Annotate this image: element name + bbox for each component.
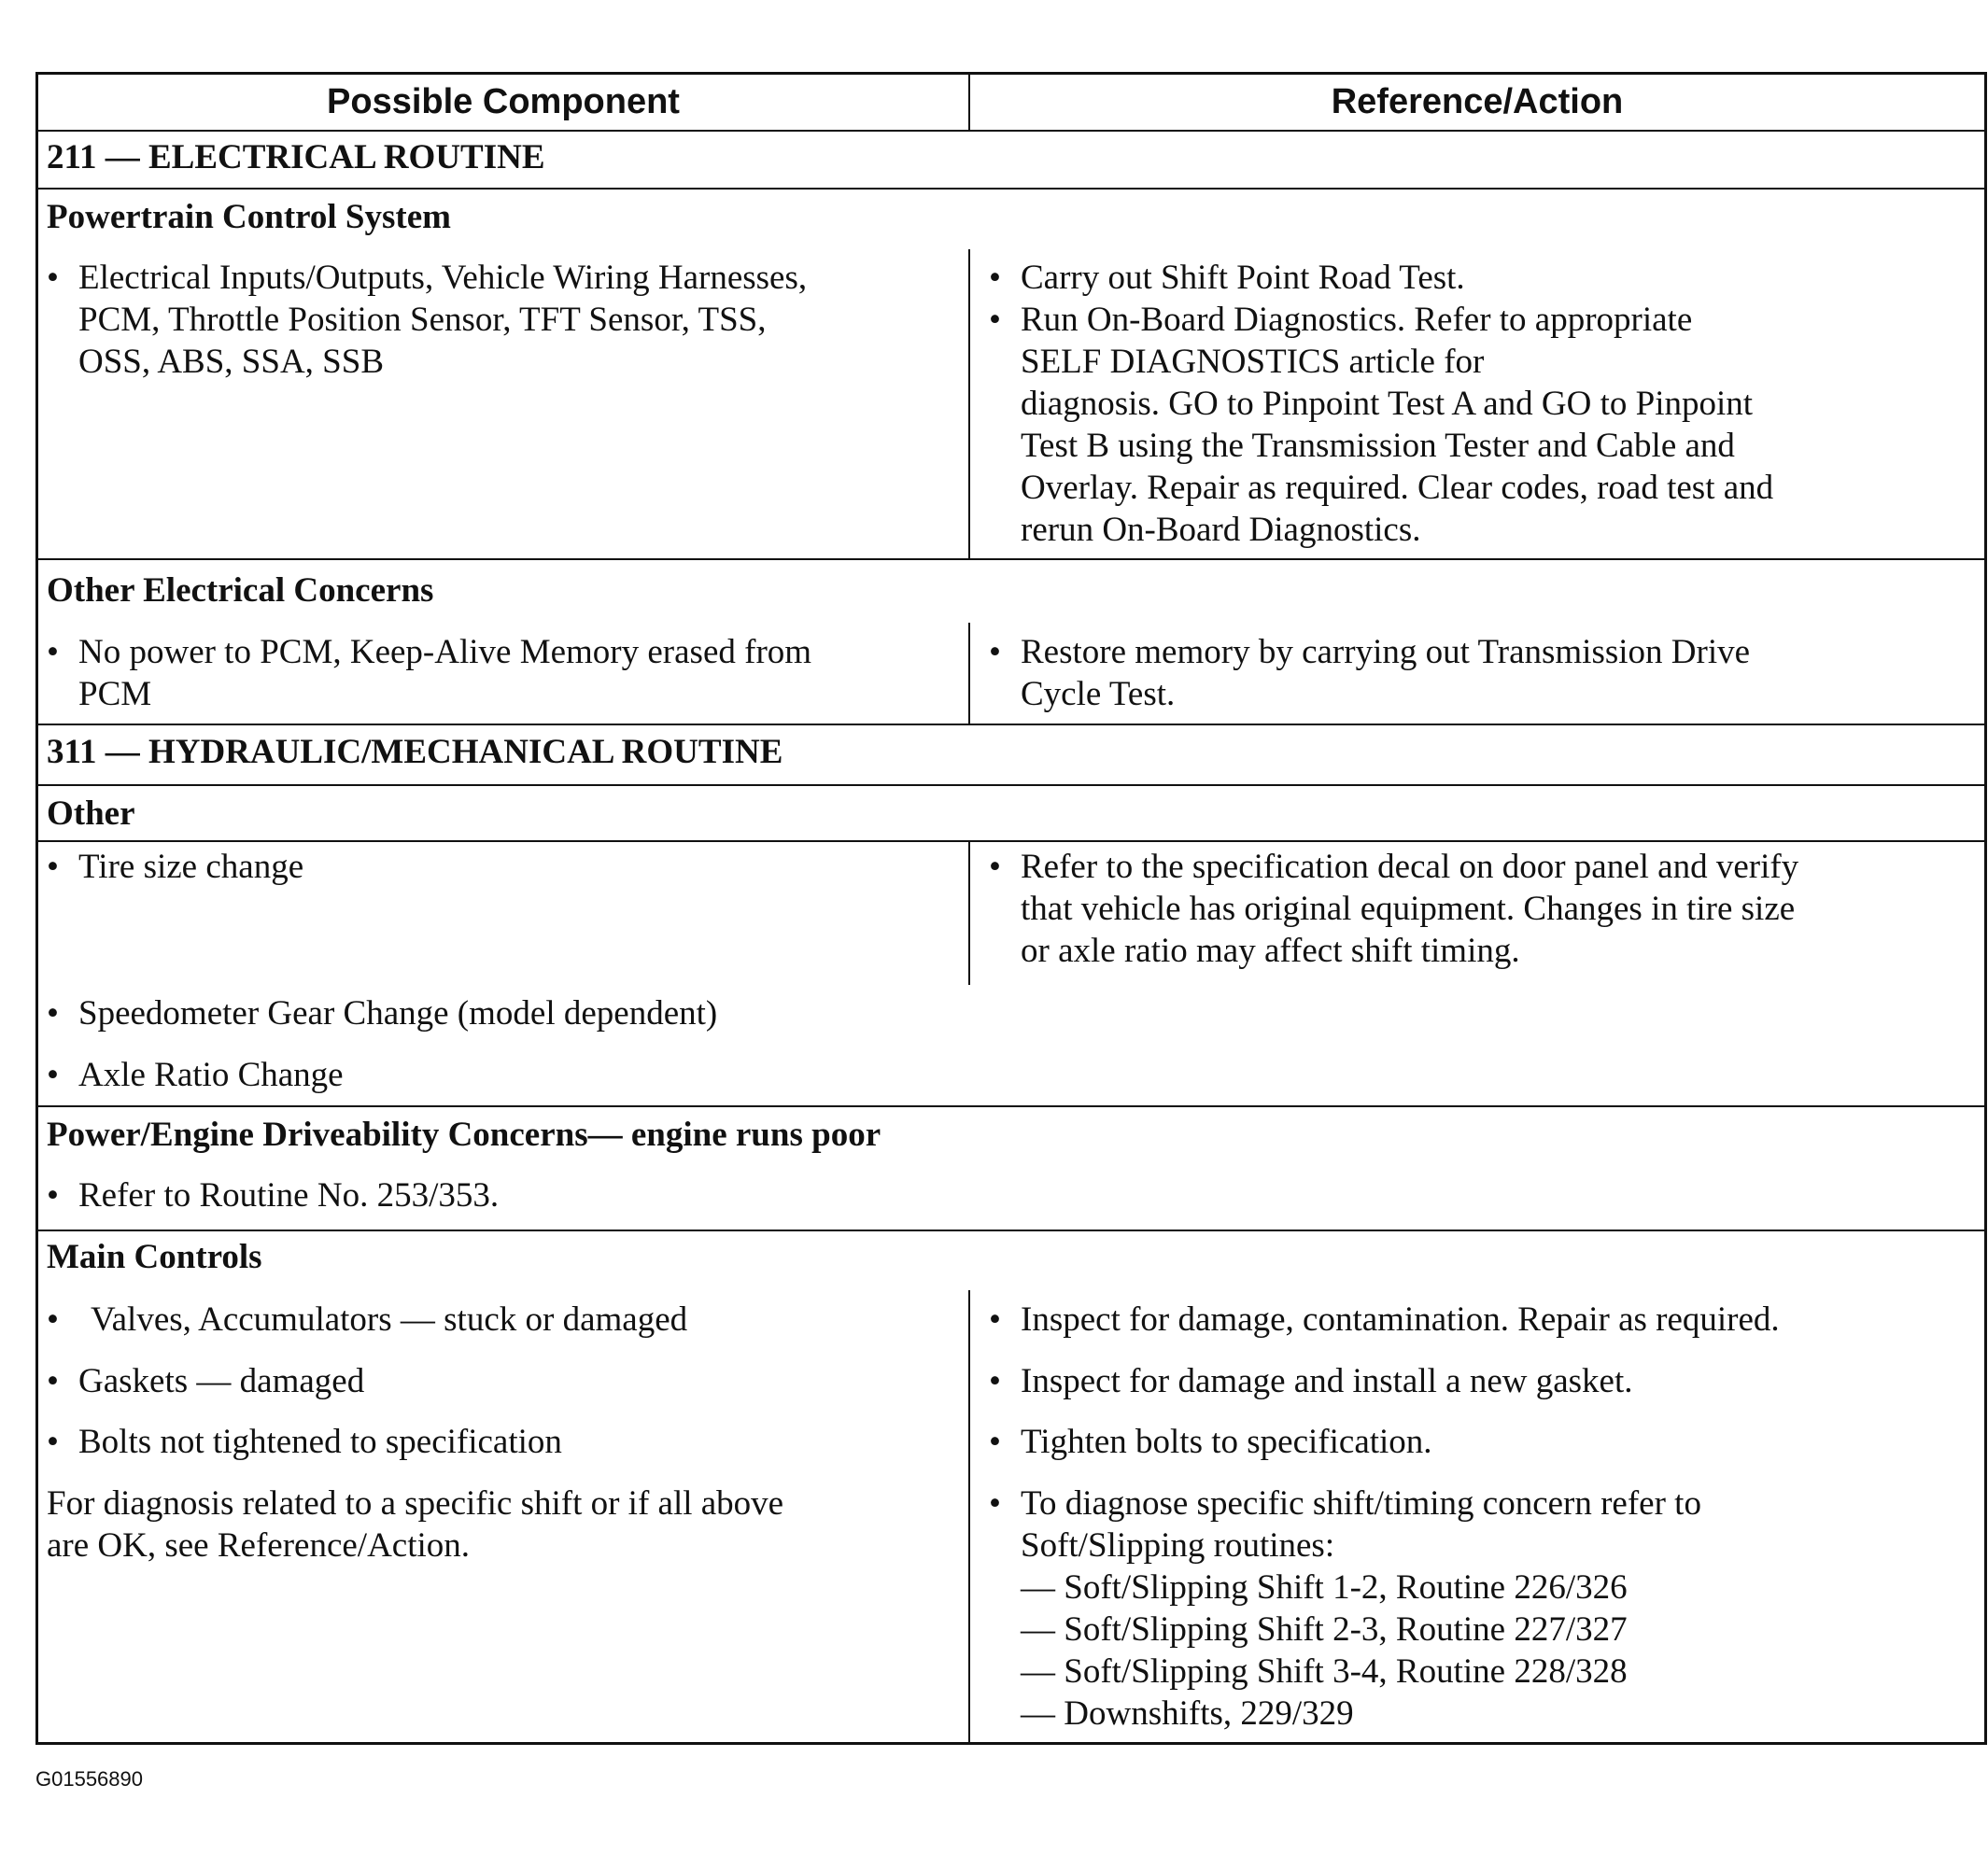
component-line: PCM	[78, 675, 152, 713]
component-line: Axle Ratio Change	[78, 1056, 344, 1094]
row-divider	[38, 784, 1984, 786]
bullet: •	[989, 259, 1001, 297]
row-divider	[38, 724, 1984, 725]
note-line: are OK, see Reference/Action.	[47, 1526, 471, 1565]
action-line: Test B using the Transmission Tester and Cable and	[1021, 427, 1735, 465]
figure-id: G01556890	[35, 1767, 143, 1791]
diagnosis-table	[35, 72, 1987, 1745]
action-line: Refer to the specification decal on door panel and verify	[1021, 848, 1799, 886]
component-line: No power to PCM, Keep-Alive Memory erased from	[78, 633, 812, 671]
action-line: or axle ratio may affect shift timing.	[1021, 932, 1520, 970]
component-line: Valves, Accumulators — stuck or damaged	[91, 1300, 688, 1339]
row-divider	[38, 188, 1984, 190]
bullet: •	[989, 1300, 1001, 1339]
bullet: •	[47, 848, 59, 886]
row-divider	[38, 558, 1984, 560]
action-line: Overlay. Repair as required. Clear codes, road test and	[1021, 469, 1774, 507]
action-line: To diagnose specific shift/timing concern refer to	[1021, 1484, 1701, 1523]
bullet: •	[47, 1423, 59, 1461]
action-line: Carry out Shift Point Road Test.	[1021, 259, 1465, 297]
action-line: rerun On-Board Diagnostics.	[1021, 511, 1421, 549]
subheading-powertrain: Powertrain Control System	[47, 198, 451, 236]
bullet: •	[989, 848, 1001, 886]
component-line: Tire size change	[78, 848, 304, 886]
component-line: Speedometer Gear Change (model dependent)	[78, 994, 718, 1033]
component-line: Electrical Inputs/Outputs, Vehicle Wiring Harnesses,	[78, 259, 808, 297]
subheading-main-controls: Main Controls	[47, 1238, 262, 1276]
column-divider	[968, 623, 970, 724]
component-line: PCM, Throttle Position Sensor, TFT Sensor, TSS,	[78, 301, 767, 339]
header-divider	[968, 75, 970, 130]
bullet: •	[989, 301, 1001, 339]
bullet: •	[989, 1362, 1001, 1400]
action-line: Cycle Test.	[1021, 675, 1176, 713]
bullet: •	[47, 633, 59, 671]
subheading-other-electrical: Other Electrical Concerns	[47, 571, 434, 610]
bullet: •	[989, 1484, 1001, 1523]
note-line: For diagnosis related to a specific shift or if all above	[47, 1484, 784, 1523]
table-header-row	[38, 75, 1984, 132]
action-line: Inspect for damage, contamination. Repair as required.	[1021, 1300, 1780, 1339]
component-line: Bolts not tightened to specification	[78, 1423, 562, 1461]
routine-line: — Soft/Slipping Shift 3-4, Routine 228/328	[1021, 1652, 1628, 1691]
action-line: Inspect for damage and install a new gasket.	[1021, 1362, 1633, 1400]
column-divider	[968, 1290, 970, 1742]
row-divider	[38, 1230, 1984, 1231]
routine-line: — Soft/Slipping Shift 2-3, Routine 227/327	[1021, 1610, 1628, 1649]
action-line: Tighten bolts to specification.	[1021, 1423, 1432, 1461]
component-line: Gaskets — damaged	[78, 1362, 365, 1400]
bullet: •	[989, 633, 1001, 671]
column-divider	[968, 249, 970, 558]
component-line: OSS, ABS, SSA, SSB	[78, 343, 385, 381]
bullet: •	[47, 994, 59, 1033]
bullet: •	[989, 1423, 1001, 1461]
section-title-electrical: 211 — ELECTRICAL ROUTINE	[47, 138, 545, 176]
routine-line: — Soft/Slipping Shift 1-2, Routine 226/326	[1021, 1568, 1628, 1607]
header-possible-component: Possible Component	[327, 82, 680, 121]
subheading-power-engine: Power/Engine Driveability Concerns— engine runs poor	[47, 1116, 881, 1154]
bullet: •	[47, 1176, 59, 1215]
bullet: •	[47, 1362, 59, 1400]
row-divider	[38, 1105, 1984, 1107]
action-line: that vehicle has original equipment. Changes in tire size	[1021, 890, 1796, 928]
bullet: •	[47, 1300, 59, 1339]
action-line: Run On-Board Diagnostics. Refer to appropriate	[1021, 301, 1693, 339]
routine-line: — Downshifts, 229/329	[1021, 1694, 1354, 1733]
action-line: diagnosis. GO to Pinpoint Test A and GO to Pinpoint	[1021, 385, 1754, 423]
row-divider	[38, 840, 1984, 842]
column-divider	[968, 840, 970, 985]
header-reference-action: Reference/Action	[1331, 82, 1624, 121]
bullet: •	[47, 259, 59, 297]
action-line: Soft/Slipping routines:	[1021, 1526, 1335, 1565]
action-line: SELF DIAGNOSTICS article for	[1021, 343, 1485, 381]
subheading-other: Other	[47, 794, 135, 833]
component-line: Refer to Routine No. 253/353.	[78, 1176, 500, 1215]
action-line: Restore memory by carrying out Transmission Drive	[1021, 633, 1751, 671]
bullet: •	[47, 1056, 59, 1094]
section-title-hydraulic: 311 — HYDRAULIC/MECHANICAL ROUTINE	[47, 733, 783, 771]
